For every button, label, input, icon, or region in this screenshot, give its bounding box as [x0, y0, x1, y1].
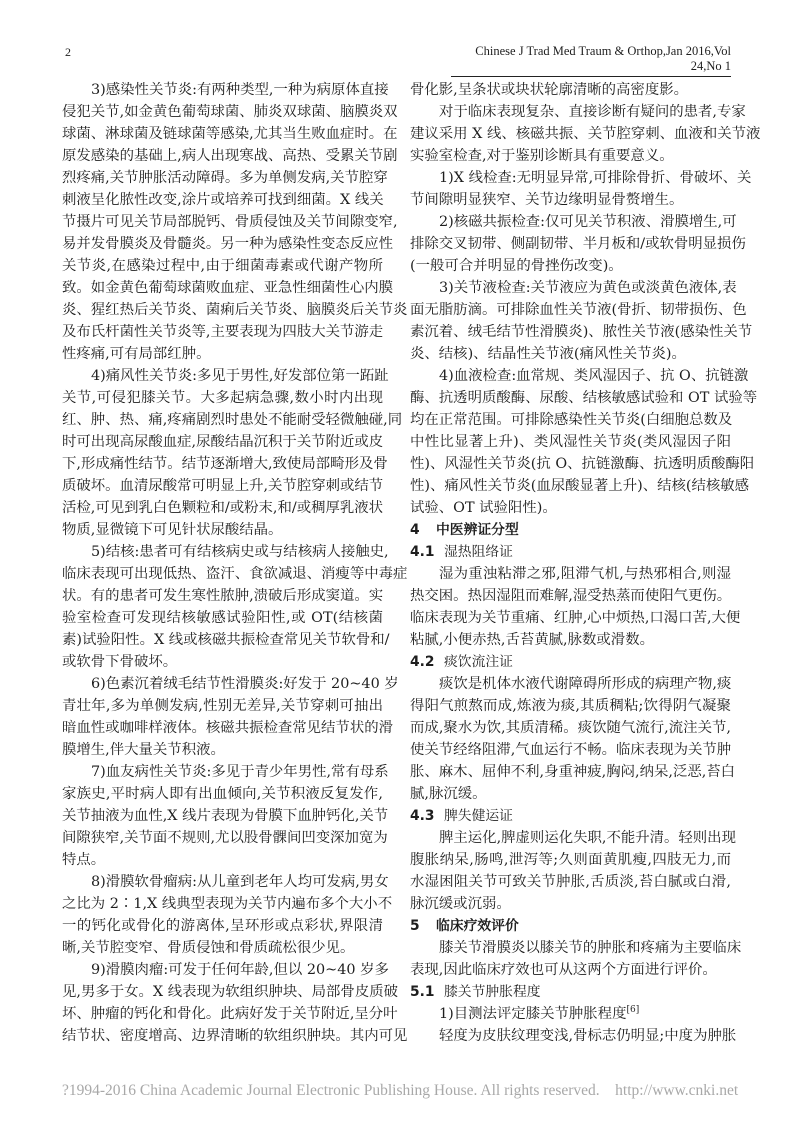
paragraph-line [410, 101, 746, 123]
line-text: 下,形成痛性结节。结节逐渐增大,致使局部畸形及骨 [62, 456, 388, 472]
line-text: 而成,聚水为饮,其质清稀。痰饮随气流行,流注关节, [410, 720, 731, 736]
line-text: 试验、OT 试验阳性)。 [410, 500, 557, 516]
paragraph-line [62, 893, 393, 915]
paragraph-line [62, 541, 389, 563]
paragraph-line [410, 893, 731, 915]
subsection-heading [410, 805, 731, 827]
line-text: 6)色素沉着绒毛结节性滑膜炎:好发于 20~40 岁 [91, 676, 399, 692]
heading-title: 中医辨证分型 [436, 522, 519, 538]
line-text: 使关节经络阻滞,气血运行不畅。临床表现为关节肿 [410, 742, 732, 758]
line-text: 膝关节滑膜炎以膝关节的肿胀和疼痛为主要临床 [439, 940, 742, 956]
paragraph-line [410, 145, 731, 167]
line-text: 验室检查可发现结核敏感试验阳性,或 OT(结核菌 [62, 610, 383, 626]
line-text: 烈疼痛,关节肿胀活动障碍。多为单侧发病,关节腔穿 [62, 170, 388, 186]
line-text: 或软骨下骨破坏。 [62, 654, 178, 670]
line-text: 质破坏。血清尿酸常可明显上升,关节腔穿刺或结节 [62, 478, 384, 494]
line-text: 1)目测法评定膝关节肿胀程度 [439, 1006, 627, 1022]
paragraph-line [410, 937, 742, 959]
line-text: 及布氏杆菌性关节炎等,主要表现为四肢大关节游走 [62, 324, 384, 340]
line-text: 脾主运化,脾虚则运化失职,不能升清。轻则出现 [439, 830, 736, 846]
paragraph-line [62, 101, 398, 123]
line-text: 家族史,平时病人即有出血倾向,关节积液反复发作, [62, 786, 383, 802]
paragraph-line [410, 673, 731, 695]
subsection-heading [410, 541, 731, 563]
paragraph-line [62, 673, 399, 695]
paragraph-line [62, 123, 398, 145]
heading-title: 临床疗效评价 [436, 918, 519, 934]
paragraph-line [410, 871, 731, 893]
heading-title: 湿热阻络证 [444, 544, 513, 560]
line-text: 4)痛风性关节炎:多见于男性,好发部位第一跖趾 [91, 368, 389, 384]
page-number: 2 [65, 45, 71, 59]
line-text: 实验室检查,对于鉴别诊断具有重要意义。 [410, 148, 674, 164]
paragraph-line [62, 167, 388, 189]
paragraph-line [62, 255, 383, 277]
line-text: 见,男多于女。X 线表现为软组织肿块、局部骨皮质破 [62, 984, 398, 1000]
paragraph-line [410, 79, 731, 101]
line-text: 暗血性或咖啡样液体。核磁共振检查常见结节状的滑 [62, 720, 393, 736]
paragraph-line [62, 739, 383, 761]
paragraph-line [62, 343, 383, 365]
heading-title: 膝关节肿胀程度 [444, 984, 541, 1000]
line-text: 膜增生,伴大量关节积液。 [62, 742, 225, 758]
paragraph-line [410, 343, 731, 365]
line-text: 物质,显微镜下可见针状尿酸结晶。 [62, 522, 283, 538]
paragraph-line [62, 365, 389, 387]
section-heading [410, 915, 731, 937]
paragraph-line [410, 1025, 737, 1047]
subsection-heading [410, 981, 731, 1003]
line-text: 炎、结核)、结晶性关节液(痛风性关节炎)。 [410, 346, 686, 362]
section-heading [410, 519, 731, 541]
line-text: 脉沉缓或沉弱。 [410, 896, 511, 912]
line-text: 腻,脉沉缓。 [410, 786, 487, 802]
paragraph-line [410, 277, 737, 299]
line-text: 关节抽液为血性,X 线片表现为骨膜下血肿钙化,关节 [62, 808, 389, 824]
line-text: 侵犯关节,如金黄色葡萄球菌、肺炎双球菌、脑膜炎双 [62, 104, 398, 120]
paragraph-line [62, 431, 383, 453]
line-text: 节间隙明显狭窄、关节边缘明显骨赘增生。 [410, 192, 684, 208]
paragraph-line [410, 563, 731, 585]
paragraph-line [62, 585, 383, 607]
paragraph-line [410, 717, 731, 739]
line-text: 临床表现可出现低热、盗汗、食欲减退、消瘦等中毒症 [62, 566, 408, 582]
paragraph-line [62, 607, 383, 629]
left-column [62, 79, 408, 1047]
heading-number: 4.3 [410, 808, 435, 824]
line-text: 得阳气煎熬而成,炼液为痰,其质稠粘;饮得阴气凝聚 [410, 698, 731, 714]
paragraph-line [62, 145, 398, 167]
line-text: 对于临床表现复杂、直接诊断有疑问的患者,专家 [439, 104, 746, 120]
paragraph-line [410, 189, 731, 211]
heading-number: 4.2 [410, 654, 435, 670]
paragraph-line [62, 409, 403, 431]
line-text: 2)核磁共振检查:仅可见关节积液、滑膜增生,可 [439, 214, 737, 230]
paragraph-line [62, 915, 383, 937]
paragraph-line [62, 453, 388, 475]
line-text: 粘腻,小便赤热,舌苔黄腻,脉数或滑数。 [410, 632, 654, 648]
line-text: 之比为 2∶1,X 线典型表现为关节内遍布多个大小不 [62, 896, 393, 912]
line-text: (一般可合并明显的骨挫伤改变)。 [410, 258, 623, 274]
paragraph-line [62, 629, 390, 651]
line-text: 1)X 线检查:无明显异常,可排除骨折、骨破坏、关 [439, 170, 752, 186]
heading-title: 脾失健运证 [444, 808, 513, 824]
line-text: 中性比显著上升)、类风湿性关节炎(类风湿因子阳 [410, 434, 731, 450]
paragraph-line [62, 563, 408, 585]
paragraph-line [62, 849, 383, 871]
line-text: 间隙狭窄,关节面不规则,尤以股骨髁间凹变深加宽为 [62, 830, 388, 846]
line-text: 特点。 [62, 852, 106, 868]
paragraph-line [410, 827, 736, 849]
paragraph-line [62, 1003, 398, 1025]
paragraph-line [62, 497, 383, 519]
paragraph-line [62, 321, 383, 343]
line-text: 3)感染性关节炎:有两种类型,一种为病原体直接 [91, 82, 389, 98]
line-text: 4)血液检查:血常规、类风湿因子、抗 O、抗链激 [439, 368, 749, 384]
line-text: 晰,关节腔变窄、骨质侵蚀和骨质疏松很少见。 [62, 940, 355, 956]
paragraph-line [410, 409, 731, 431]
line-text: 临床表现为关节重痛、红肿,心中烦热,口渴口苦,大便 [410, 610, 741, 626]
line-text: 表现,因此临床疗效也可从这两个方面进行评价。 [410, 962, 717, 978]
paragraph-line [410, 1003, 731, 1025]
paragraph-line [62, 783, 383, 805]
line-text: 排除交叉韧带、侧副韧带、半月板和/或软骨明显损伤 [410, 236, 746, 252]
line-text: 一的钙化或骨化的游离体,呈环形或点彩状,界限清 [62, 918, 383, 934]
paragraph-line [410, 607, 741, 629]
paragraph-line [410, 431, 731, 453]
paragraph-line [410, 365, 749, 387]
line-text: 炎、猩红热后关节炎、菌痢后关节炎、脑膜炎后关节炎 [62, 302, 408, 318]
paragraph-line [62, 827, 388, 849]
line-text: 均在正常范围。可排除感染性关节炎(白细胞总数及 [410, 412, 733, 428]
paragraph-line [62, 277, 393, 299]
paragraph-line [410, 387, 758, 409]
paragraph-line [410, 497, 731, 519]
line-text: 湿为重浊粘滞之邪,阻滞气机,与热邪相合,则湿 [439, 566, 731, 582]
line-text: 球菌、淋球菌及链球菌等感染,尤其当生败血症时。在 [62, 126, 398, 142]
paragraph-line [410, 321, 753, 343]
paragraph-line [62, 937, 383, 959]
paragraph-line [410, 299, 747, 321]
paragraph-line [410, 123, 761, 145]
line-text: 9)滑膜肉瘤:可发于任何年龄,但以 20~40 岁多 [91, 962, 389, 978]
line-text: 结节状、密度增高、边界清晰的软组织肿块。其内可见 [62, 1028, 408, 1044]
line-text: 青壮年,多为单侧发病,性别无差异,关节穿刺可抽出 [62, 698, 383, 714]
line-text: 致。如金黄色葡萄球菌败血症、亚急性细菌性心内膜 [62, 280, 393, 296]
line-text: 时可出现高尿酸血症,尿酸结晶沉积于关节附近或皮 [62, 434, 384, 450]
paragraph-line [62, 871, 389, 893]
paragraph-line [410, 695, 731, 717]
line-text: 8)滑膜软骨瘤病:从儿童到老年人均可发病,男女 [91, 874, 389, 890]
heading-number: 4.1 [410, 544, 435, 560]
heading-title: 痰饮流注证 [444, 654, 513, 670]
paragraph-line [62, 79, 389, 101]
paragraph-line [410, 475, 750, 497]
paragraph-line [62, 717, 393, 739]
paragraph-line [410, 761, 736, 783]
line-text: 热交困。热因湿阻而难解,湿受热蒸而使阳气更伤。 [410, 588, 732, 604]
line-text: 素沉着、绒毛结节性滑膜炎)、脓性关节液(感染性关节 [410, 324, 753, 340]
line-text: 胀、麻木、屈伸不利,身重神疲,胸闷,纳呆,泛恶,苔白 [410, 764, 736, 780]
paragraph-line [62, 189, 383, 211]
subsection-heading [410, 651, 731, 673]
paragraph-line [410, 167, 752, 189]
paragraph-line [62, 805, 389, 827]
line-text: 性)、痛风性关节炎(血尿酸显著上升)、结核(结核敏感 [410, 478, 750, 494]
heading-number: 5.1 [410, 984, 435, 1000]
citation-reference: [6] [626, 1005, 640, 1016]
paragraph-line [62, 475, 383, 497]
paragraph-line [410, 849, 731, 871]
paragraph-line [62, 519, 383, 541]
line-text: 痰饮是机体水液代谢障碍所形成的病理产物,痰 [439, 676, 732, 692]
paragraph-line [410, 233, 746, 255]
paragraph-line [62, 959, 389, 981]
right-column [410, 79, 761, 1047]
line-text: 建议采用 X 线、核磁共振、关节腔穿刺、血液和关节液 [410, 126, 761, 142]
line-text: 状。有的患者可发生寒性脓肿,溃破后形成窦道。实 [62, 588, 384, 604]
paragraph-line [410, 255, 731, 277]
line-text: 水湿困阻关节可致关节肿胀,舌质淡,苔白腻或白滑, [410, 874, 731, 890]
line-text: 易并发骨膜炎及骨髓炎。另一种为感染性变态反应性 [62, 236, 393, 252]
paragraph-line [410, 739, 731, 761]
paragraph-line [410, 211, 737, 233]
line-text: 活检,可见到乳白色颗粒和/或粉末,和/或稠厚乳液状 [62, 500, 384, 516]
line-text: 7)血友病性关节炎:多见于青少年男性,常有母系 [91, 764, 389, 780]
line-text: 原发感染的基础上,病人出现寒战、高热、受累关节剧 [62, 148, 398, 164]
line-text: 骨化影,呈条状或块状轮廓清晰的高密度影。 [410, 82, 688, 98]
line-text: 3)关节液检查:关节液应为黄色或淡黄色液体,表 [439, 280, 737, 296]
line-text: 性)、风湿性关节炎(抗 O、抗链激酶、抗透明质酸酶阳 [410, 456, 755, 472]
paragraph-line [410, 453, 755, 475]
line-text: 红、肿、热、痛,疼痛剧烈时患处不能耐受轻微触碰,同 [62, 412, 403, 428]
paragraph-line [62, 1025, 408, 1047]
line-text: 腹胀纳呆,肠鸣,泄泻等;久则面黄肌瘦,四肢无力,而 [410, 852, 731, 868]
paragraph-line [62, 695, 383, 717]
paragraph-line [62, 761, 389, 783]
line-text: 节摄片可见关节局部脱钙、骨质侵蚀及关节间隙变窄, [62, 214, 398, 230]
paragraph-line [62, 651, 383, 673]
line-text: 刺液呈化脓性改变,涂片或培养可找到细菌。X 线关 [62, 192, 384, 208]
running-header: Chinese J Trad Med Traum & Orthop,Jan 2016,Vol 24,No 1 [451, 44, 731, 77]
paragraph-line [410, 585, 731, 607]
paragraph-line [62, 299, 408, 321]
paragraph-line [62, 211, 398, 233]
paragraph-line [410, 629, 731, 651]
line-text: 5)结核:患者可有结核病史或与结核病人接触史, [91, 544, 389, 560]
paragraph-line [410, 783, 731, 805]
paragraph-line [62, 981, 398, 1003]
line-text: 酶、抗透明质酸酶、尿酸、结核敏感试验和 OT 试验等 [410, 390, 758, 406]
paragraph-line [62, 387, 383, 409]
heading-number: 4 [410, 522, 420, 538]
line-text: 素)试验阳性。X 线或核磁共振检查常见关节软骨和/ [62, 632, 390, 648]
line-text: 性疼痛,可有局部红肿。 [62, 346, 211, 362]
line-text: 关节,可侵犯膝关节。大多起病急骤,数小时内出现 [62, 390, 383, 406]
paragraph-line [62, 233, 393, 255]
paragraph-line [410, 959, 731, 981]
line-text: 关节炎,在感染过程中,由于细菌毒素或代谢产物所 [62, 258, 383, 274]
line-text: 坏、肿瘤的钙化和骨化。此病好发于关节附近,呈分叶 [62, 1006, 398, 1022]
copyright-watermark: ?1994-2016 China Academic Journal Electronic Publishing House. All rights reserved. http://www.cnki.net [62, 1082, 739, 1099]
line-text: 面无脂肪滴。可排除血性关节液(骨折、韧带损伤、色 [410, 302, 747, 318]
heading-number: 5 [410, 918, 420, 934]
line-text: 轻度为皮肤纹理变浅,骨标志仍明显;中度为肿胀 [439, 1028, 737, 1044]
